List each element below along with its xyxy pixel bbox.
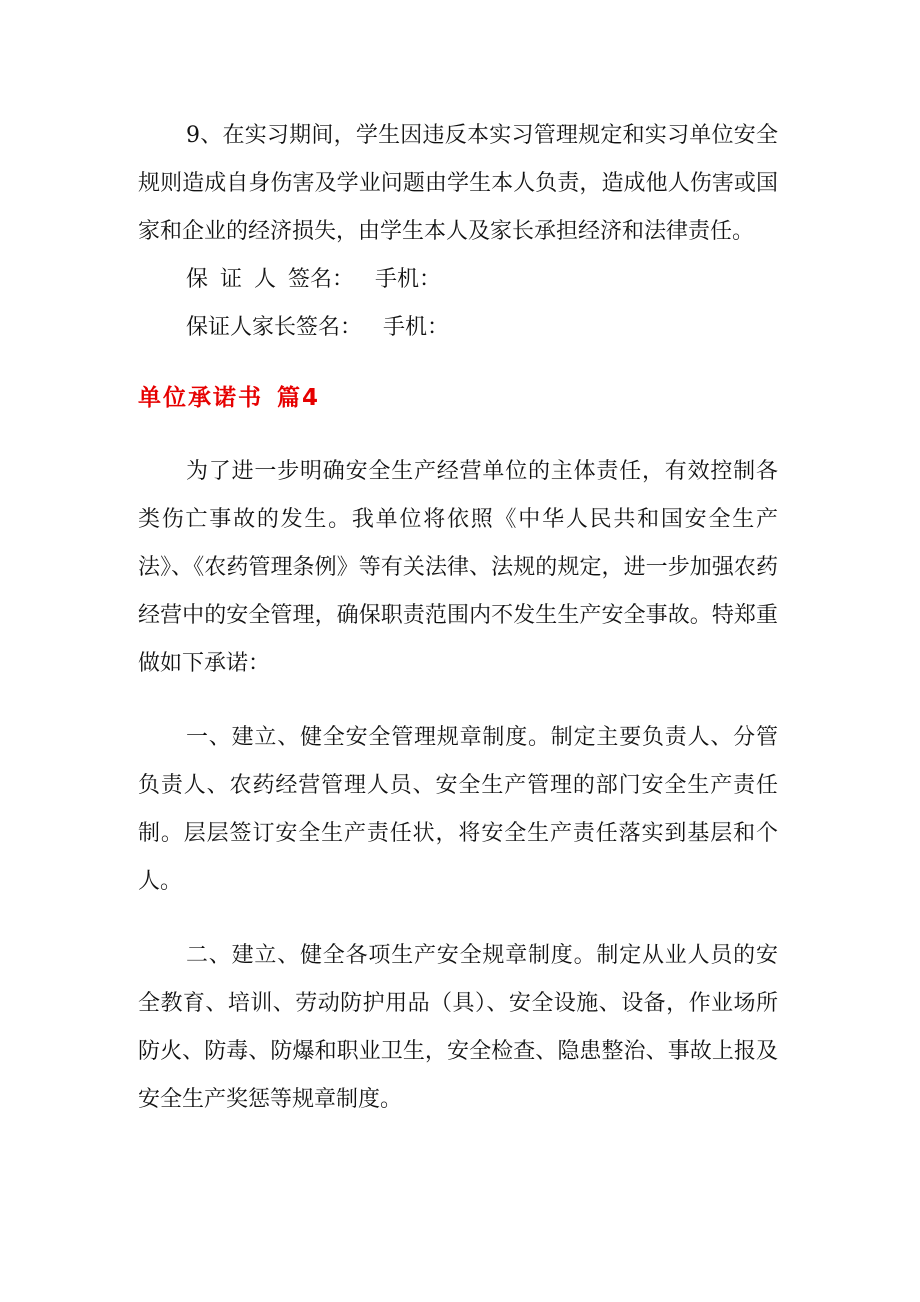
guarantor-phone-label: 手机：	[375, 267, 442, 292]
section-heading	[138, 374, 778, 422]
signature-line-guarantor	[138, 256, 778, 304]
parent-phone-label: 手机：	[383, 315, 450, 340]
paragraph-commitment-2: 二、建立、健全各项生产安全规章制度。制定从业人员的安全教育、培训、劳动防护用品（具）、安全设施、设备，作业场所防火、防毒、防爆和职业卫生，安全检查、隐患整治、事故上报及安全生产奖惩等规章制度。	[138, 943, 778, 1112]
document-page	[138, 112, 778, 1124]
section-title: 单位承诺书	[138, 385, 263, 411]
paragraph-internship-rule-9: 9、在实习期间，学生因违反本实习管理规定和实习单位安全规则造成自身伤害及学业问题由学生本人负责，造成他人伤害或国家和企业的经济损失，由学生本人及家长承担经济和法律责任。	[138, 123, 778, 244]
parent-sign-label: 保证人家长签名：	[186, 315, 363, 340]
signature-line-parent	[138, 304, 778, 352]
section-number: 篇4	[277, 385, 321, 411]
paragraph-commitment-1: 一、建立、健全安全管理规章制度。制定主要负责人、分管负责人、农药经营管理人员、安全生产管理的部门安全生产责任制。层层签订安全生产责任状，将安全生产责任落实到基层和个人。	[138, 725, 778, 894]
guarantor-label: 保证人	[186, 267, 289, 292]
paragraph-intro: 为了进一步明确安全生产经营单位的主体责任，有效控制各类伤亡事故的发生。我单位将依照《中华人民共和国安全生产法》、《农药管理条例》等有关法律、法规的规定，进一步加强农药经营中的安全管理，确保职责范围内不发生生产安全事故。特郑重做如下承诺：	[138, 459, 778, 676]
guarantor-sign-label: 签名：	[288, 267, 355, 292]
